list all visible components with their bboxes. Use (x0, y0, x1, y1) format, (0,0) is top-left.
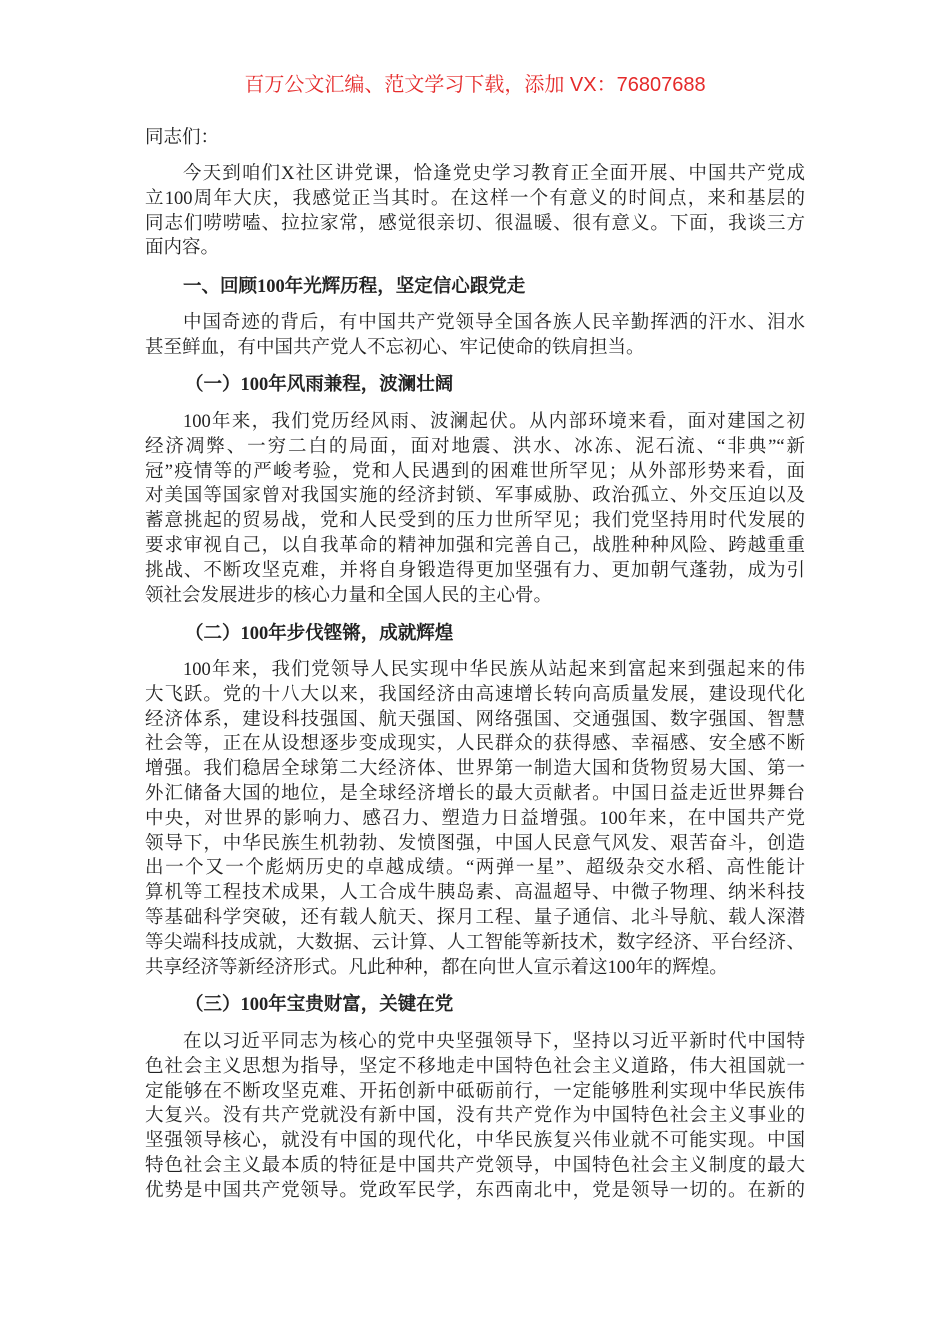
text-line: 挑战、不断攻坚克难，并将自身锻造得更加坚强有力、更加朝气蓬勃，成为引 (145, 560, 805, 581)
text-line: 今天到咱们X社区讲党课，恰逢党史学习教育正全面开展、中国共产党成 (183, 164, 805, 184)
salutation: 同志们： (145, 128, 220, 148)
text-line: 社会等，正在从设想逐步变成现实，人民群众的获得感、幸福感、安全感不断 (145, 734, 805, 755)
watermark-header: 百万公文汇编、范文学习下载，添加 VX：76807688 (244, 74, 706, 96)
text-line: 中央，对世界的影响力、感召力、塑造力日益增强。100年来，在中国共产党 (145, 808, 805, 829)
text-line: 经济体系，建设科技强国、航天强国、网络强国、交通强国、数字强国、智慧 (145, 709, 805, 730)
text-line: 大复兴。没有共产党就没有新中国，没有共产党作为中国特色社会主义事业的 (145, 1106, 805, 1127)
text-line: 经济凋弊、一穷二白的局面，面对地震、洪水、冰冻、泥石流、“非典”“新 (145, 436, 805, 457)
text-line: 优势是中国共产党领导。党政军民学，东西南北中，党是领导一切的。在新的 (145, 1180, 805, 1201)
subsection-1-heading: （一）100年风雨兼程，波澜壮阔 (185, 375, 454, 395)
subsection-3-paragraph (145, 1030, 805, 1204)
text-line: 同志们唠唠嗑、拉拉家常，感觉很亲切、很温暖、很有意义。下面，我谈三方 (145, 213, 805, 234)
text-line: 特色社会主义最本质的特征是中国共产党领导，中国特色社会主义制度的最大 (145, 1155, 805, 1176)
text-line: 领导下，中华民族生机勃勃、发愤图强，中国人民意气风发、艰苦奋斗，创造 (145, 833, 805, 854)
intro-paragraph (145, 162, 805, 261)
text-line: 色社会主义思想为指导，坚定不移地走中国特色社会主义道路，伟大祖国就一 (145, 1056, 805, 1077)
text-line: 100年来，我们党历经风雨、波澜起伏。从内部环境来看，面对建国之初 (183, 412, 805, 432)
text-line: 在以习近平同志为核心的党中央坚强领导下，坚持以习近平新时代中国特 (183, 1032, 805, 1052)
text-line: 等尖端科技成就，大数据、云计算、人工智能等新技术，数字经济、平台经济、 (145, 932, 805, 953)
text-line: 外汇储备大国的地位，是全球经济增长的最大贡献者。中国日益走近世界舞台 (145, 783, 805, 804)
text-line: 坚强领导核心，就没有中国的现代化，中华民族复兴伟业就不可能实现。中国 (145, 1131, 805, 1152)
text-line: 100年来，我们党领导人民实现中华民族从站起来到富起来到强起来的伟 (183, 660, 805, 680)
text-line: 出一个又一个彪炳历史的卓越成绩。“两弹一星”、超级杂交水稻、高性能计 (145, 858, 805, 879)
text-line: 立100周年大庆，我感觉正当其时。在这样一个有意义的时间点，来和基层的 (145, 188, 805, 209)
text-line: 共享经济等新经济形式。凡此种种，都在向世人宣示着这100年的辉煌。 (145, 957, 728, 978)
text-line: 面内容。 (145, 238, 220, 259)
text-line: 算机等工程技术成果，人工合成牛胰岛素、高温超导、中微子物理、纳米科技 (145, 883, 805, 904)
text-line: 等基础科学突破，还有载人航天、探月工程、量子通信、北斗导航、载人深潜 (145, 907, 805, 928)
subsection-2-heading: （二）100年步伐铿锵，成就辉煌 (185, 624, 454, 644)
section-1-paragraph (145, 311, 805, 361)
text-line: 定能够在不断攻坚克难、开拓创新中砥砺前行，一定能够胜利实现中华民族伟 (145, 1081, 805, 1102)
text-line: 大飞跃。党的十八大以来，我国经济由高速增长转向高质量发展，建设现代化 (145, 684, 805, 705)
text-line: 蓄意挑起的贸易战，党和人民受到的压力世所罕见；我们党坚持用时代发展的 (145, 511, 805, 532)
text-line: 对美国等国家曾对我国实施的经济封锁、军事威胁、政治孤立、外交压迫以及 (145, 486, 805, 507)
subsection-2-paragraph (145, 658, 805, 980)
text-line: 中国奇迹的背后，有中国共产党领导全国各族人民辛勤挥洒的汗水、泪水 (183, 313, 805, 333)
subsection-1-paragraph (145, 410, 805, 608)
text-line: 领社会发展进步的核心力量和全国人民的主心骨。 (145, 585, 553, 606)
text-line: 要求审视自己，以自我革命的精神加强和完善自己，战胜种种风险、跨越重重 (145, 535, 805, 556)
text-line: 增强。我们稳居全球第二大经济体、世界第一制造大国和货物贸易大国、第一 (145, 759, 805, 780)
subsection-3-heading: （三）100年宝贵财富，关键在党 (185, 995, 454, 1015)
text-line: 甚至鲜血，有中国共产党人不忘初心、牢记使命的铁肩担当。 (145, 337, 645, 358)
text-line: 冠”疫情等的严峻考验，党和人民遇到的困难世所罕见；从外部形势来看，面 (145, 461, 805, 482)
section-1-heading: 一、回顾100年光辉历程，坚定信心跟党走 (183, 277, 526, 297)
